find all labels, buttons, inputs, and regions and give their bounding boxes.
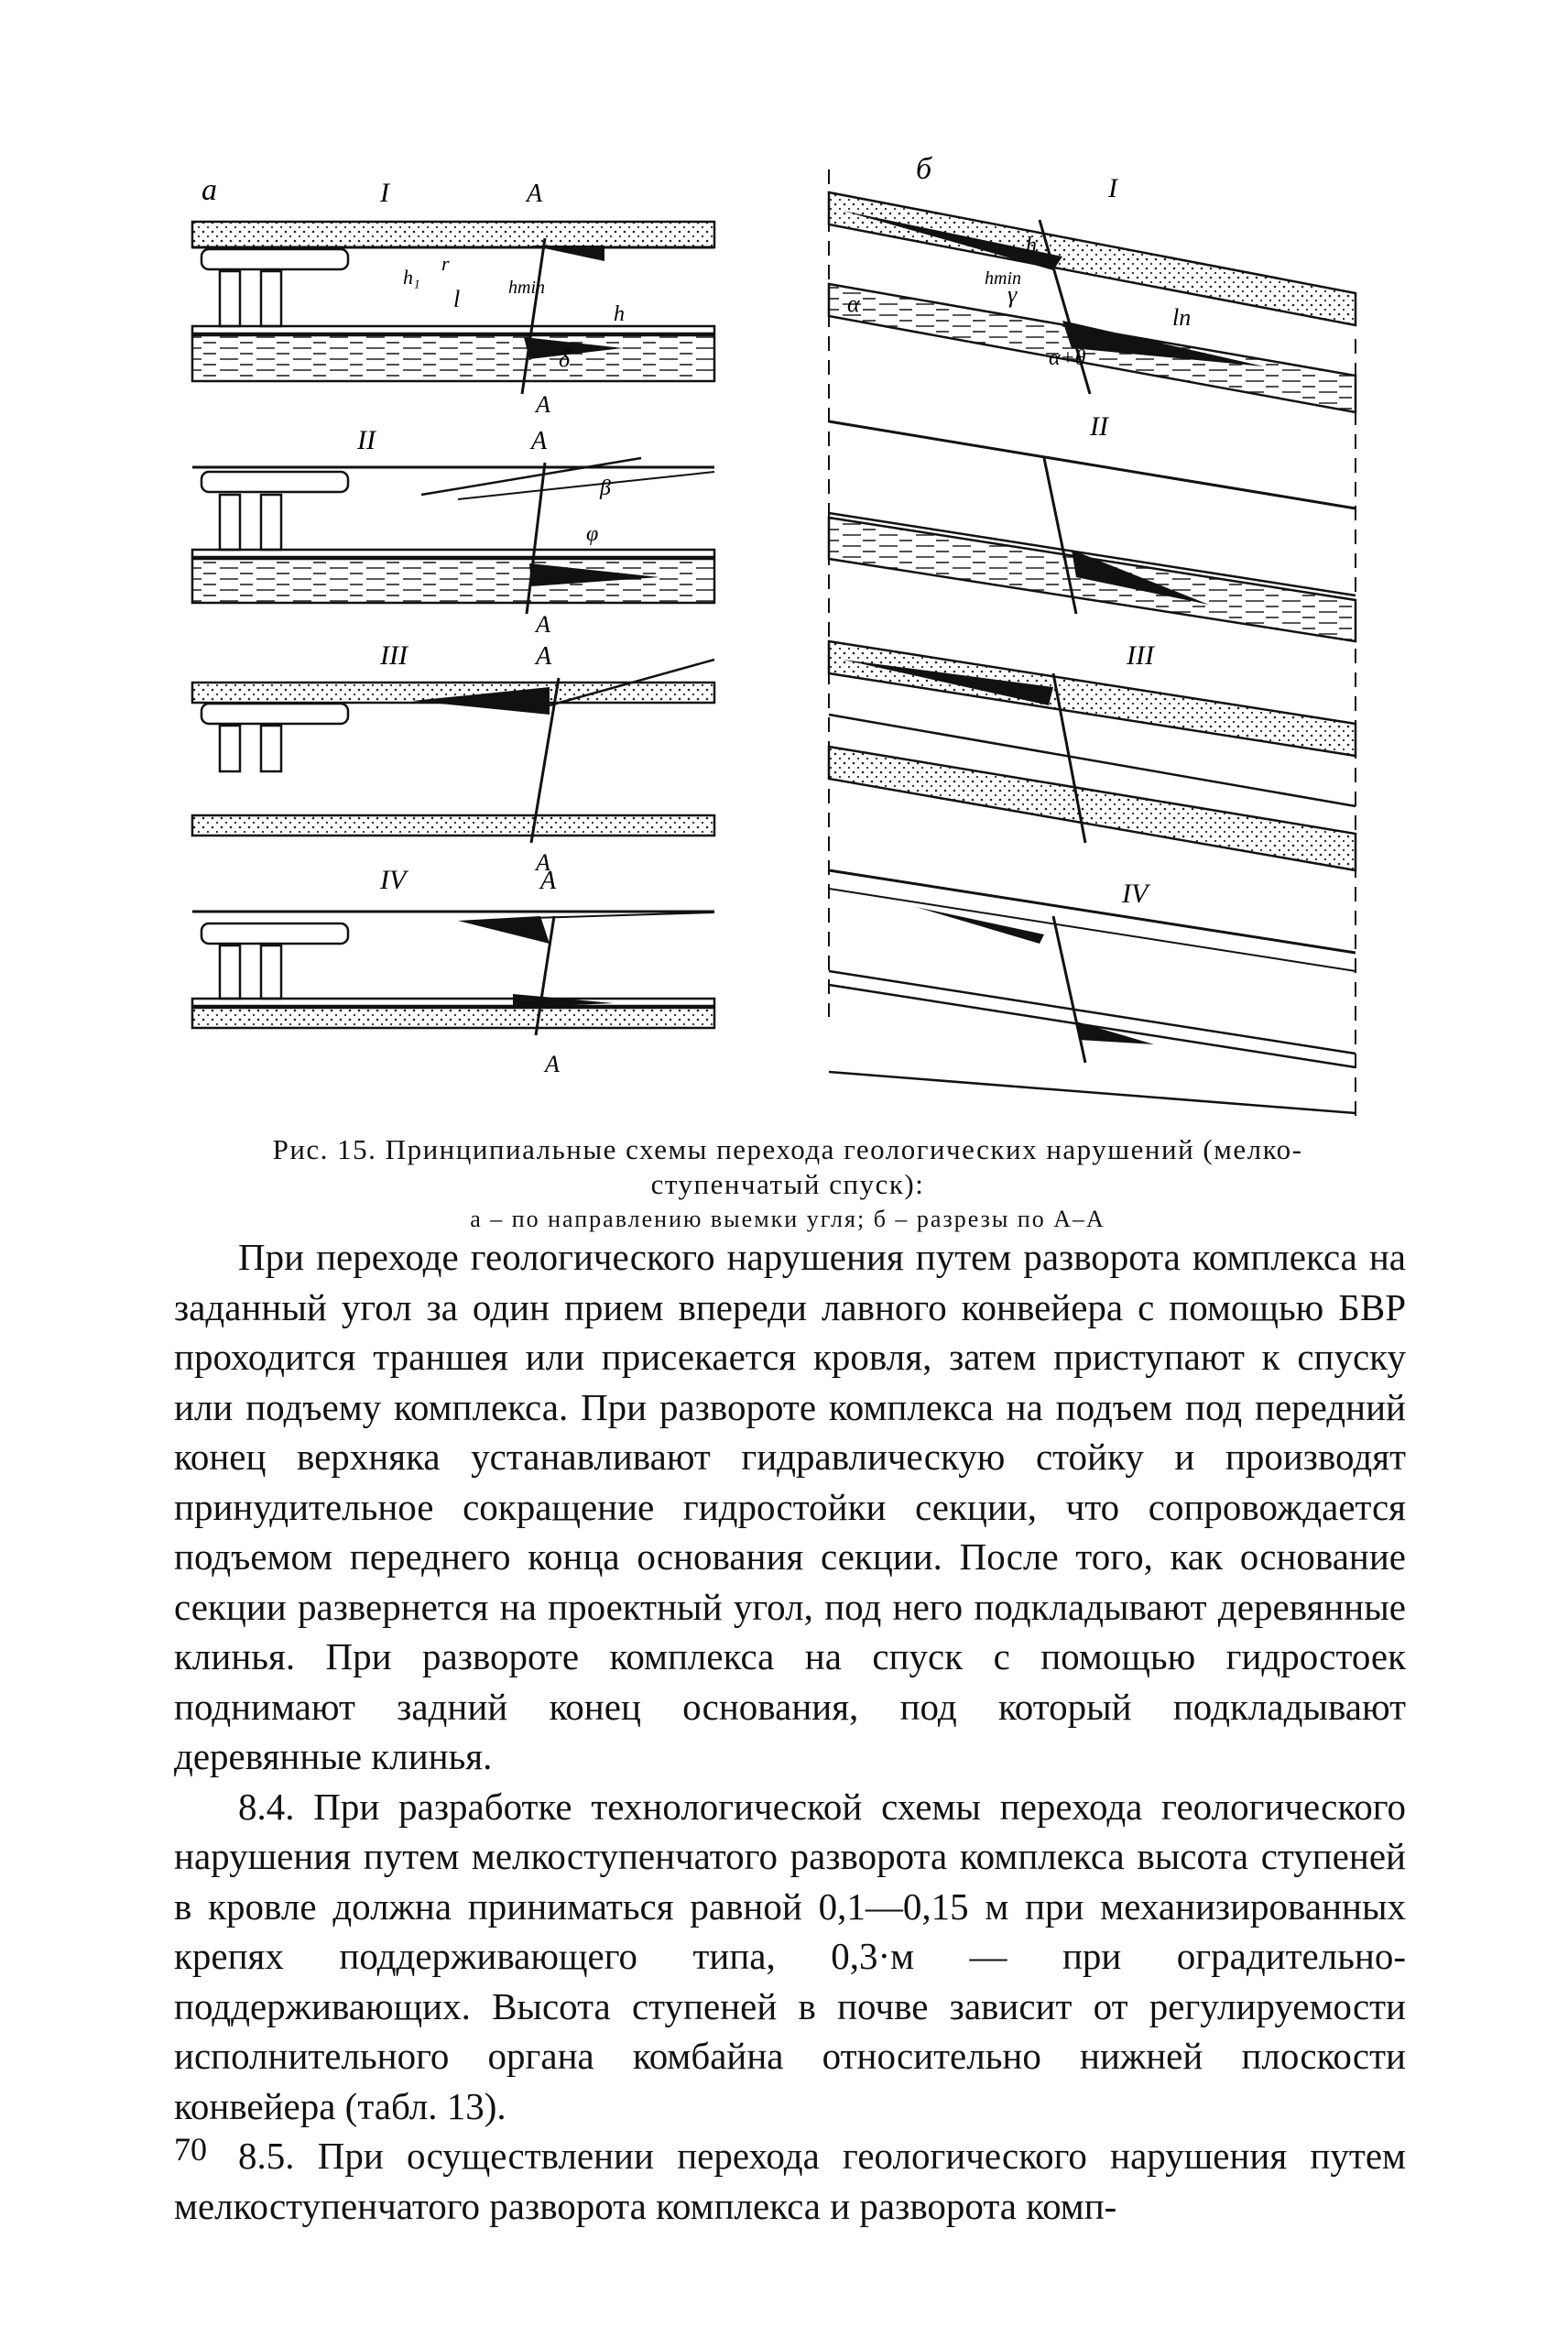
section-mark-bottom: A [536,391,550,418]
row-label-a3: III [380,640,408,671]
body-text [174,1232,1406,2231]
sym-alpha-theta: α+θ [1049,346,1086,370]
sym-h: h [614,302,625,326]
panel-a-label: а [201,173,217,207]
panel-a-row-3 [192,640,714,876]
caption-line-2: ступенчатый спуск): [650,1168,925,1200]
panel-a-row-1 [192,178,714,418]
sym-ln: lп [1172,304,1192,331]
row-label-b4: IV [1122,879,1149,909]
row-label-a1: I [380,178,389,208]
paragraph-3: 8.5. При осуществлении перехода геологического нарушения путем мелкоступенчатого разворота комплекса и разворота комп- [174,2135,1406,2227]
sym-h-b: h [1026,234,1037,257]
row-label-a4: IV [380,865,407,895]
sym-alpha: α [847,290,860,317]
paragraph-2: 8.4. При разработке технологической схемы перехода геологического нарушения путем мелкоступенчатого разворота комплекса высота ступеней в кровле должна приниматься равной 0,1—0,15 м при механизированных крепях поддерживающего типа, 0,3·м — при оградительно-поддерживающих. Высота ступеней в почве зависит от регулируемости исполнительного органа комбайна относительно нижней плоскости конвейера (табл. 13). [174,1785,1406,2127]
sym-l: l [453,286,461,312]
sym-hmin-b: hmin [985,268,1021,289]
panel-b-row-2 [829,421,1356,641]
panel-a-row-4 [192,865,714,1077]
figure-15 [183,147,1392,1118]
figure-caption [156,1132,1420,1237]
panel-b-row-4 [829,870,1356,1113]
paragraph-1: При переходе геологического нарушения путем разворота комплекса на заданный угол за один прием впереди лавного конвейера с помощью БВР проходится траншея или присекается кровля, затем приступают к спуску или подъему комплекса. При развороте комплекса на подъем под передний конец верхняка устанавливают гидравлическую стойку и производят принудительное сокращение гидростойки секции, что сопровождается подъемом переднего конца основания секции. После того, как основание секции развернется на проектный угол, под него подкладывают деревянные клинья. При развороте комплекса на спуск с помощью гидростоек поднимают задний конец основания, под который подкладывают деревянные клинья. [174,1236,1406,1777]
row-label-a2: II [357,425,376,455]
sym-gamma: γ [1007,281,1018,308]
panel-b-label: б [916,152,932,186]
caption-line-1: Рис. 15. Принципиальные схемы перехода геологических нарушений (мелко- [272,1133,1303,1165]
section-mark-4b: A [545,1051,560,1077]
section-mark-2: A [531,427,548,455]
page-number: 70 [174,2131,207,2168]
sym-beta: β [600,476,611,500]
panel-b-row-1 [829,173,1356,442]
row-label-b3: III [1127,640,1154,671]
sym-h1: h₁ [403,266,420,289]
section-mark-3b: A [536,849,550,876]
panel-b-row-3 [829,640,1356,870]
sym-delta: δ [559,345,571,372]
section-mark-3: A [536,642,552,671]
row-label-b1: I [1108,173,1117,203]
sym-r: r [441,252,450,275]
section-mark: A [527,180,543,208]
section-mark-2b: A [536,611,550,638]
panel-a-row-2 [192,425,714,638]
sym-hmin: hmin [508,278,545,298]
row-label-b2-top: II [1090,411,1108,442]
caption-line-3: а – по направлению выемки угля; б – разрезы по А–А [470,1206,1105,1232]
section-mark-4: A [540,867,557,895]
sym-phi: φ [586,522,599,546]
